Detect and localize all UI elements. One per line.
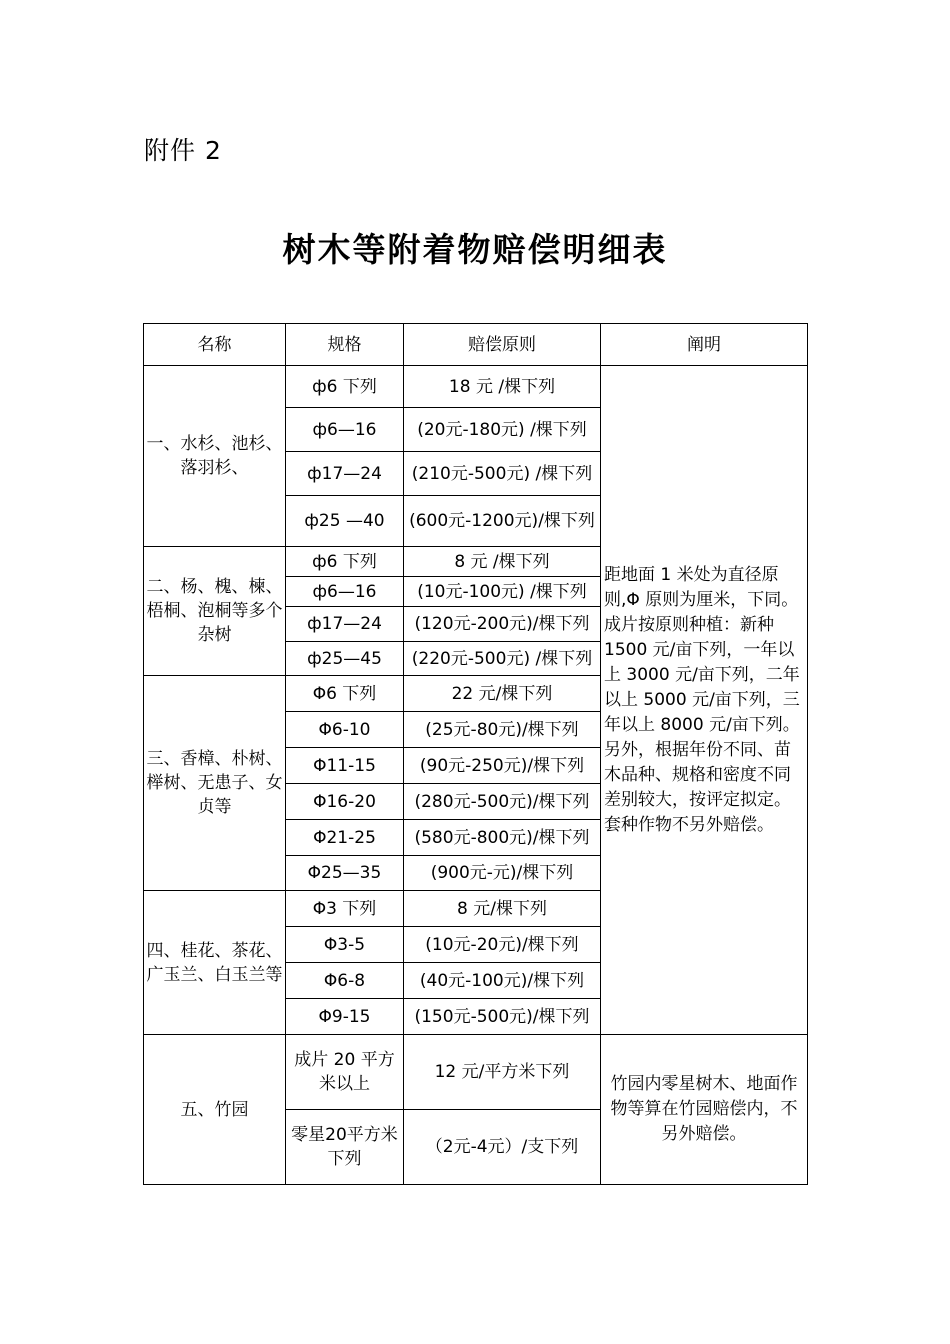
document-title: 树木等附着物赔偿明细表 (282, 230, 668, 269)
compensation-cell: (10元-20元)/棵下列 (404, 927, 601, 963)
spec-cell: Φ25—35 (286, 856, 404, 891)
compensation-cell: (25元-80元)/棵下列 (404, 712, 601, 748)
spec-cell: 成片 20 平方米以上 (286, 1035, 404, 1110)
compensation-cell: 22 元/棵下列 (404, 676, 601, 712)
compensation-cell: (210元-500元) /棵下列 (404, 452, 601, 496)
tree-category: 二、杨、槐、楝、梧桐、泡桐等多个杂树 (144, 547, 286, 676)
table-header-row (144, 324, 808, 366)
compensation-cell: (90元-250元)/棵下列 (404, 748, 601, 784)
spec-cell: 零星20平方米下列 (286, 1110, 404, 1185)
spec-cell: Φ3 下列 (286, 891, 404, 927)
compensation-table (143, 323, 808, 1185)
attachment-label: 附件 2 (144, 136, 222, 165)
table-row (144, 366, 808, 408)
tree-category: 一、水杉、池杉、落羽杉、 (144, 366, 286, 547)
table-row (144, 1035, 808, 1110)
compensation-cell: (40元-100元)/棵下列 (404, 963, 601, 999)
spec-cell: ф25 —40 (286, 496, 404, 547)
header-spec: 规格 (286, 324, 404, 366)
compensation-cell: (280元-500元)/棵下列 (404, 784, 601, 820)
compensation-cell: (120元-200元)/棵下列 (404, 607, 601, 642)
tree-category: 三、香樟、朴树、榉树、无患子、女贞等 (144, 676, 286, 891)
tree-category: 四、桂花、茶花、广玉兰、白玉兰等 (144, 891, 286, 1035)
spec-cell: Φ6-8 (286, 963, 404, 999)
spec-cell: Φ21-25 (286, 820, 404, 856)
spec-cell: ф6—16 (286, 577, 404, 607)
spec-cell: Φ16-20 (286, 784, 404, 820)
compensation-cell: (900元-元)/棵下列 (404, 856, 601, 891)
compensation-cell: (220元-500元) /棵下列 (404, 642, 601, 676)
tree-category: 五、竹园 (144, 1035, 286, 1185)
compensation-cell: (20元-180元) /棵下列 (404, 408, 601, 452)
compensation-cell: 18 元 /棵下列 (404, 366, 601, 408)
spec-cell: ф17—24 (286, 452, 404, 496)
compensation-cell: (150元-500元)/棵下列 (404, 999, 601, 1035)
spec-cell: Φ9-15 (286, 999, 404, 1035)
compensation-cell: (580元-800元)/棵下列 (404, 820, 601, 856)
bamboo-note: 竹园内零星树木、地面作物等算在竹园赔偿内，不另外赔偿。 (601, 1035, 808, 1185)
spec-cell: Φ11-15 (286, 748, 404, 784)
spec-cell: ф6—16 (286, 408, 404, 452)
tree-note: 距地面 1 米处为直径原则,Φ 原则为厘米，下同。成片按原则种植：新种 1500 元/亩下列，一年以上 3000 元/亩下列，二年以上 5000 元/亩下列，三年以上 8000 元/亩下列。另外，根据年份不同、苗木品种、规格和密度不同差别较大，按评定拟定。套种作物不另外赔偿。 (601, 366, 808, 1035)
spec-cell: ф17—24 (286, 607, 404, 642)
spec-cell: ф6 下列 (286, 366, 404, 408)
compensation-cell: (600元-1200元)/棵下列 (404, 496, 601, 547)
header-name: 名称 (144, 324, 286, 366)
spec-cell: Φ6 下列 (286, 676, 404, 712)
spec-cell: Φ6-10 (286, 712, 404, 748)
compensation-cell: 8 元 /棵下列 (404, 547, 601, 577)
compensation-cell: 8 元/棵下列 (404, 891, 601, 927)
spec-cell: ф6 下列 (286, 547, 404, 577)
header-note: 阐明 (601, 324, 808, 366)
spec-cell: ф25—45 (286, 642, 404, 676)
compensation-cell: (10元-100元) /棵下列 (404, 577, 601, 607)
spec-cell: Φ3-5 (286, 927, 404, 963)
header-compensation: 赔偿原则 (404, 324, 601, 366)
compensation-cell: （2元-4元）/支下列 (404, 1110, 601, 1185)
compensation-cell: 12 元/平方米下列 (404, 1035, 601, 1110)
